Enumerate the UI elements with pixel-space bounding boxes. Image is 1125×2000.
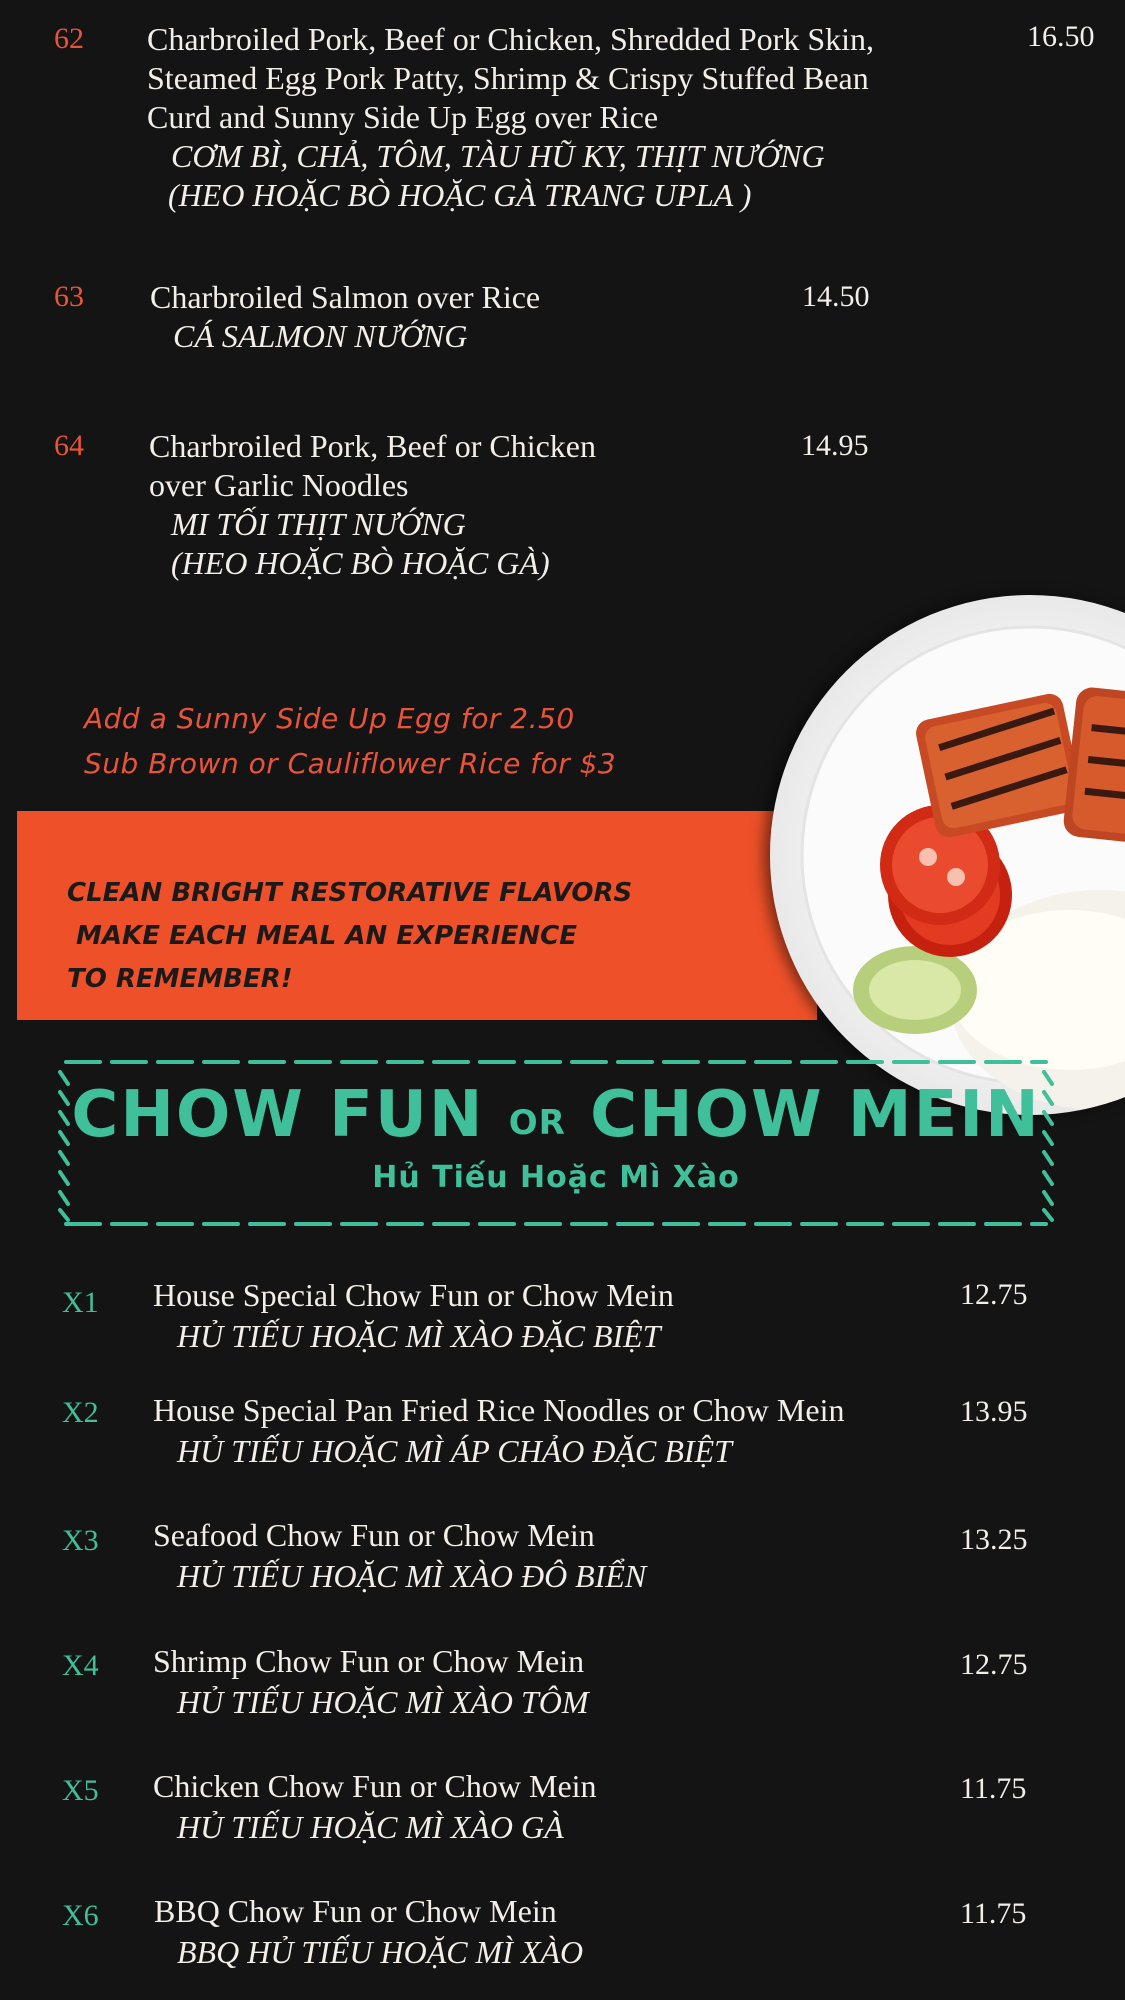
item-name-line: over Garlic Noodles xyxy=(149,467,409,503)
item-name: BBQ Chow Fun or Chow Mein xyxy=(154,1893,557,1929)
item-name-line: Curd and Sunny Side Up Egg over Rice xyxy=(147,99,659,135)
section-title-or: OR xyxy=(508,1103,566,1143)
salmon-plate-image xyxy=(770,595,1125,1115)
item-price: 13.25 xyxy=(960,1523,1028,1556)
item-vietnamese-line: CÁ SALMON NƯỚNG xyxy=(173,318,468,354)
item-name: Seafood Chow Fun or Chow Mein xyxy=(153,1517,595,1553)
item-vietnamese: HỦ TIẾU HOẶC MÌ XÀO ĐẶC BIỆT xyxy=(177,1318,661,1354)
item-price: 12.75 xyxy=(960,1278,1028,1311)
item-vietnamese: HỦ TIẾU HOẶC MÌ XÀO GÀ xyxy=(177,1809,564,1845)
item-vietnamese-line: (HEO HOẶC BÒ HOẶC GÀ TRANG UPLA ) xyxy=(160,177,752,213)
item-vietnamese: HỦ TIẾU HOẶC MÌ ÁP CHẢO ĐẶC BIỆT xyxy=(177,1433,732,1469)
item-number: X4 xyxy=(62,1649,99,1682)
item-vietnamese: HỦ TIẾU HOẶC MÌ XÀO TÔM xyxy=(177,1684,589,1720)
item-price: 16.50 xyxy=(1027,20,1095,53)
item-name: Chicken Chow Fun or Chow Mein xyxy=(153,1768,597,1804)
item-number: X5 xyxy=(62,1774,99,1807)
item-number: 64 xyxy=(54,429,84,462)
item-price: 11.75 xyxy=(960,1897,1027,1930)
section-title xyxy=(56,1078,1056,1152)
item-name: House Special Chow Fun or Chow Mein xyxy=(153,1277,674,1313)
banner-line: CLEAN BRIGHT RESTORATIVE FLAVORS xyxy=(67,878,633,908)
salmon-plate-illustration xyxy=(770,595,1125,1115)
item-number: X2 xyxy=(62,1396,99,1429)
promo-banner-text xyxy=(67,872,787,1001)
item-name-line: Charbroiled Pork, Beef or Chicken xyxy=(149,428,596,464)
banner-line: TO REMEMBER! xyxy=(67,964,293,994)
item-name: House Special Pan Fried Rice Noodles or Chow Mein xyxy=(153,1392,845,1428)
item-vietnamese: BBQ HỦ TIẾU HOẶC MÌ XÀO xyxy=(177,1934,584,1970)
item-vietnamese-line: CƠM BÌ, CHẢ, TÔM, TÀU HŨ KY, THỊT NƯỚNG xyxy=(171,138,825,174)
item-price: 13.95 xyxy=(960,1395,1028,1428)
section-title-left: CHOW FUN xyxy=(71,1078,485,1152)
item-number: 62 xyxy=(54,22,84,55)
item-name-line: Charbroiled Salmon over Rice xyxy=(150,279,541,315)
section-title-right: CHOW MEIN xyxy=(590,1078,1041,1152)
item-number: X3 xyxy=(62,1524,99,1557)
item-number: X1 xyxy=(62,1286,99,1319)
item-price: 14.50 xyxy=(802,280,870,313)
addon-rice-note: Sub Brown or Cauliflower Rice for $3 xyxy=(84,747,617,780)
item-number: 63 xyxy=(54,280,84,313)
section-subtitle: Hủ Tiếu Hoặc Mì Xào xyxy=(372,1160,740,1195)
item-price: 12.75 xyxy=(960,1648,1028,1681)
item-name: Shrimp Chow Fun or Chow Mein xyxy=(153,1643,585,1679)
item-price: 14.95 xyxy=(801,429,869,462)
item-vietnamese: HỦ TIẾU HOẶC MÌ XÀO ĐÔ BIỂN xyxy=(177,1558,647,1594)
addon-egg-note: Add a Sunny Side Up Egg for 2.50 xyxy=(84,702,575,735)
item-name-line: Charbroiled Pork, Beef or Chicken, Shredded Pork Skin, xyxy=(147,21,874,57)
banner-line: MAKE EACH MEAL AN EXPERIENCE xyxy=(67,921,577,951)
item-number: X6 xyxy=(62,1899,99,1932)
item-price: 11.75 xyxy=(960,1772,1027,1805)
item-name-line: Steamed Egg Pork Patty, Shrimp & Crispy Stuffed Bean xyxy=(147,60,869,96)
item-vietnamese-line: (HEO HOẶC BÒ HOẶC GÀ) xyxy=(171,545,550,581)
item-vietnamese-line: MI TỐI THỊT NƯỚNG xyxy=(171,506,466,542)
